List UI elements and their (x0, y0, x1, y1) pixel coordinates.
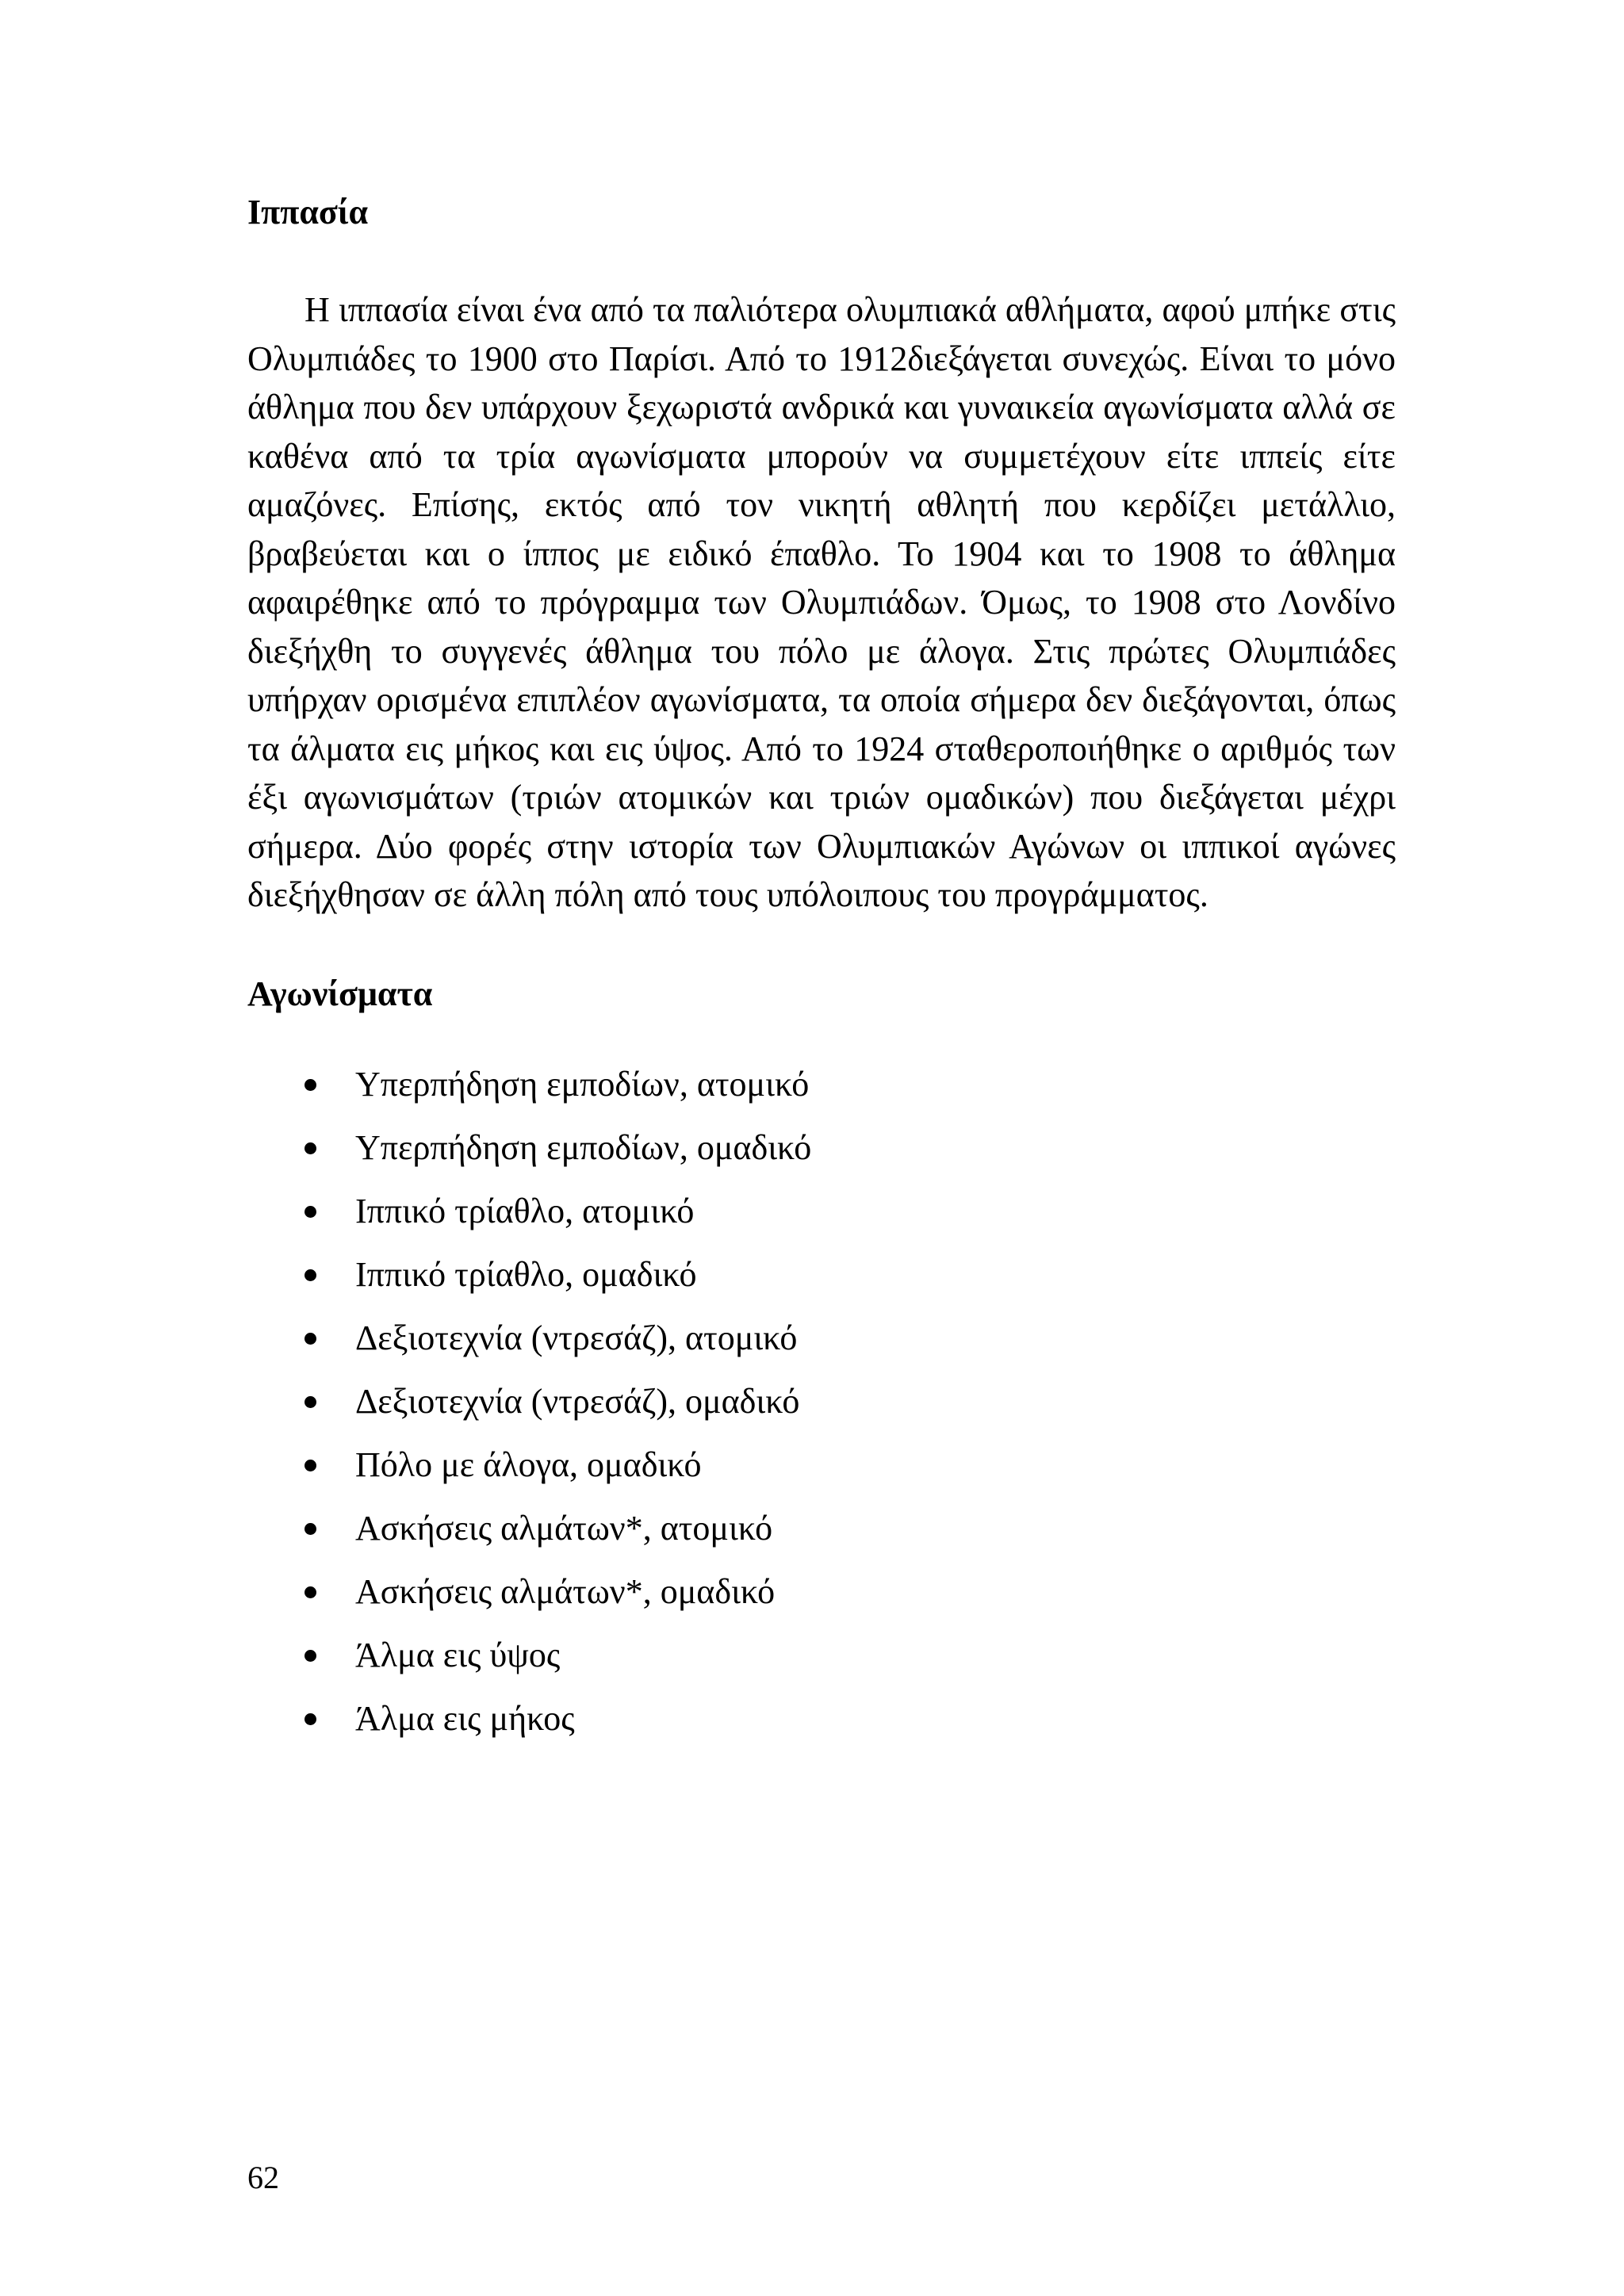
list-item (304, 1624, 1396, 1687)
events-list (247, 1053, 1396, 1751)
bullet-icon (304, 1396, 316, 1408)
bullet-icon (304, 1079, 316, 1091)
list-item (304, 1307, 1396, 1370)
event-label: Ασκήσεις αλμάτων*, ατομικό (355, 1508, 773, 1548)
event-label: Ασκήσεις αλμάτων*, ομαδικό (355, 1571, 776, 1611)
list-item (304, 1370, 1396, 1433)
event-label: Πόλο με άλογα, ομαδικό (355, 1445, 702, 1484)
event-label: Ιππικό τρίαθλο, ατομικό (355, 1191, 695, 1230)
event-label: Ιππικό τρίαθλο, ομαδικό (355, 1254, 697, 1294)
event-label: Υπερπήδηση εμποδίων, ατομικό (355, 1064, 810, 1104)
list-item (304, 1560, 1396, 1624)
list-item (304, 1243, 1396, 1307)
bullet-icon (304, 1206, 316, 1218)
section-paragraph: Η ιππασία είναι ένα από τα παλιότερα ολυμπιακά αθλήματα, αφού μπήκε στις Ολυμπιάδες το 1900 στο Παρίσι. Από το 1912διεξάγεται συνεχώς. Είναι το μόνο άθλημα που δεν υπάρχουν ξεχωριστά ανδρικά και γυναικεία αγωνίσματα αλλά σε καθένα από τα τρία αγωνίσματα μπορούν να συμμετέχουν είτε ιππείς είτε αμαζόνες. Επίσης, εκτός από τον νικητή αθλητή που κερδίζει μετάλλιο, βραβεύεται και ο ίππος με ειδικό έπαθλο. Το 1904 και το 1908 το άθλημα αφαιρέθηκε από το πρόγραμμα των Ολυμπιάδων. Όμως, το 1908 στο Λονδίνο διεξήχθη το συγγενές άθλημα του πόλο με άλογα. Στις πρώτες Ολυμπιάδες υπήρχαν ορισμένα επιπλέον αγωνίσματα, τα οποία σήμερα δεν διεξάγονται, όπως τα άλματα εις μήκος και εις ύψος. Από το 1924 σταθεροποιήθηκε ο αριθμός των έξι αγωνισμάτων (τριών ατομικών και τριών ομαδικών) που διεξάγεται μέχρι σήμερα. Δύο φορές στην ιστορία των Ολυμπιακών Αγώνων οι ιππικοί αγώνες διεξήχθησαν σε άλλη πόλη από τους υπόλοιπους του προγράμματος. (247, 290, 1396, 914)
list-item (304, 1497, 1396, 1560)
bullet-icon (304, 1460, 316, 1471)
section-title: Ιππασία (247, 193, 369, 232)
event-label: Δεξιοτεχνία (ντρεσάζ), ομαδικό (355, 1381, 800, 1421)
event-label: Άλμα εις ύψος (355, 1635, 561, 1674)
event-label: Δεξιοτεχνία (ντρεσάζ), ατομικό (355, 1318, 798, 1357)
event-label: Υπερπήδηση εμποδίων, ομαδικό (355, 1127, 812, 1167)
bullet-icon (304, 1269, 316, 1281)
list-item (304, 1053, 1396, 1116)
bullet-icon (304, 1713, 316, 1725)
page-number: 62 (247, 2160, 279, 2195)
bullet-icon (304, 1586, 316, 1598)
list-item (304, 1180, 1396, 1243)
list-item (304, 1687, 1396, 1751)
event-label: Άλμα εις μήκος (355, 1698, 575, 1738)
bullet-icon (304, 1650, 316, 1662)
list-item (304, 1433, 1396, 1497)
bullet-icon (304, 1142, 316, 1154)
bullet-icon (304, 1333, 316, 1345)
list-item (304, 1116, 1396, 1180)
events-title: Αγωνίσματα (247, 974, 433, 1013)
bullet-icon (304, 1523, 316, 1535)
page-content (247, 189, 1396, 1751)
